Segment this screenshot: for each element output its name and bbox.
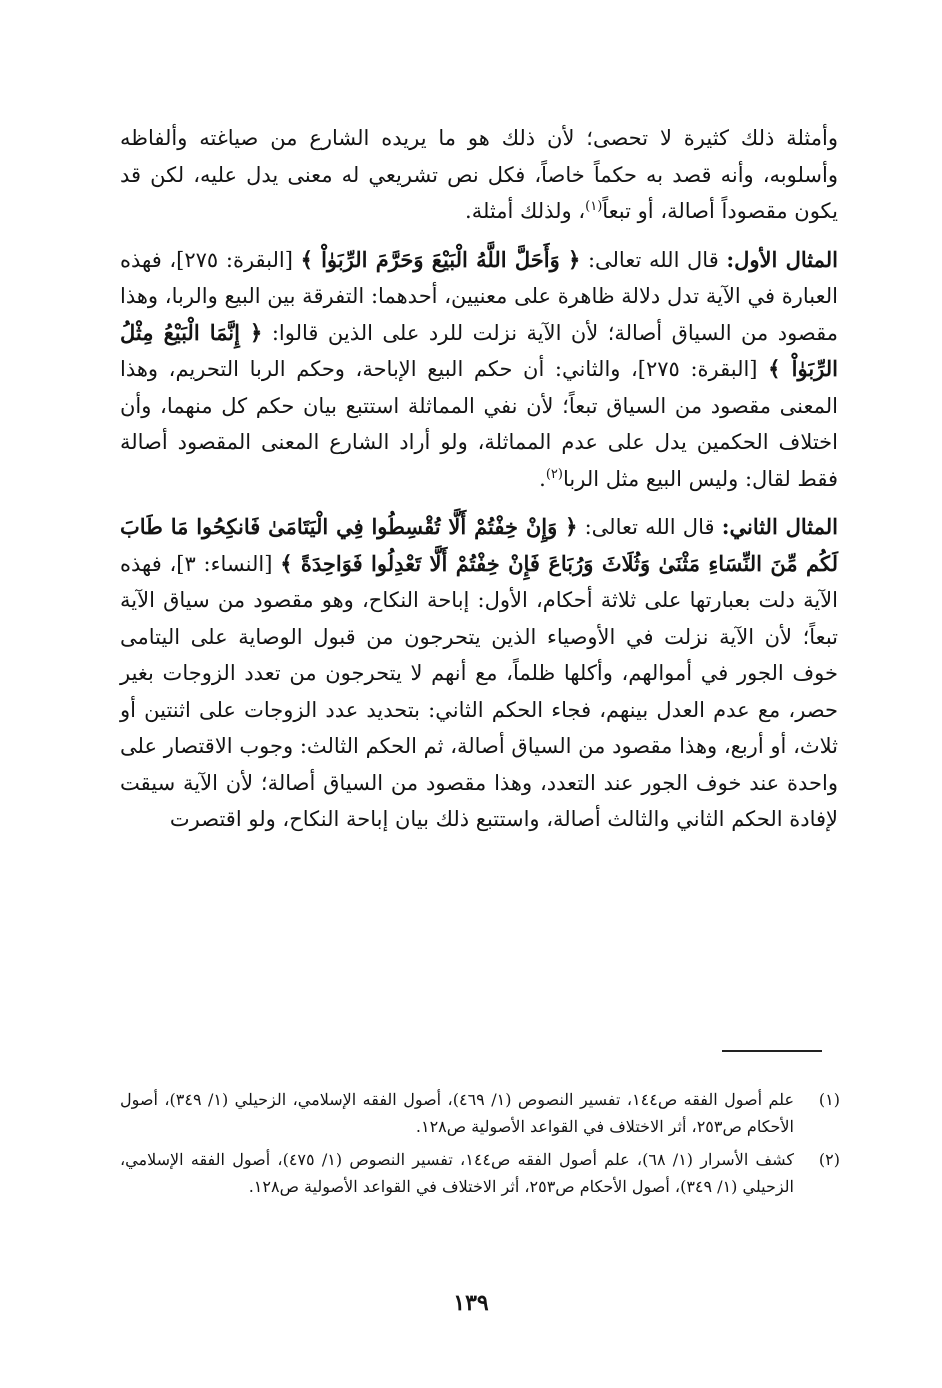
intro-text-end: ، ولذلك أمثلة. [465,199,586,223]
main-text [120,120,838,838]
example-1-heading: المثال الأول: [726,246,839,272]
quran-verse-1: ﴿ وَأَحَلَّ اللَّهُ الْبَيْعَ وَحَرَّمَ الرِّبَوٰاْ ﴾ [300,246,581,272]
page-number: ١٣٩ [453,1290,489,1316]
example-2-lead: قال الله تعالى: [577,515,722,539]
example-1-citation-text: [البقرة: ٢٧٥]، فهذه العبارة في الآية تدل دلالة ظاهرة على معنيين، أحدهما: التفرقة بين البيع والربا، وهذا مقصود من السياق أصالة؛ لأن الآية نزلت للرد على الذين قالوا: [120,247,839,345]
quran-verse-2: ﴿ إِنَّمَا الْبَيْعُ مِثْلُ الرِّبَوٰاْ ﴾ [120,319,838,381]
footnote-2-number: (٢) [818,1150,840,1169]
example-2-paragraph [120,509,838,838]
footnote-ref-1: (١) [585,199,603,214]
example-2-body: [النساء: ٣]، فهذه الآية دلت بعبارتها على ثلاثة أحكام، الأول: إباحة النكاح، وهو مقصود من سياق الآية تبعاً؛ لأن الآية نزلت في الأوصياء الذين يتحرجون من قبول الوصاية على اليتامى خوف الجور في أموالهم، وأكلها ظلماً، مع أنهم لا يتحرجون من تعدد الزوجات بغير حصر، مع عدم العدل بينهم، فجاء الحكم الثاني: بتحديد عدد الزوجات على اثنتين أو ثلاث، أو أربع، وهذا مقصود من السياق أصالة، ثم الحكم الثالث: وجوب الاقتصار على واحدة عند خوف الجور عند التعدد، وهذا مقصود من السياق أصالة؛ لأن الآية سيقت لإفادة الحكم الثاني والثالث أصالة، واستتبع ذلك بيان إباحة النكاح، ولو اقتصرت [120,551,838,831]
example-1-end: . [539,466,546,491]
footnotes [120,1086,840,1206]
intro-text: وأمثلة ذلك كثيرة لا تحصى؛ لأن ذلك هو ما يريده الشارع من صياغته وألفاظه وأسلوبه، وأنه قصد به حكماً خاصاً، فكل نص تشريعي له معنى يدل عليه، لكن قد يكون مقصوداً أصالة، أو تبعاً [120,126,838,223]
quran-verse-3: ﴿ وَإِنْ خِفْتُمْ أَلَّا تُقْسِطُوا فِي الْيَتَامَىٰ فَانكِحُوا مَا طَابَ لَكُم مِّنَ النِّسَاءِ مَثْنَىٰ وَثُلَاثَ وَرُبَاعَ فَإِنْ خِفْتُمْ أَلَّا تَعْدِلُوا فَوَاحِدَةً ﴾ [120,514,839,576]
footnote-ref-2: (٢) [545,466,563,482]
footnote-1 [120,1086,840,1140]
example-2-heading: المثال الثاني: [721,514,838,539]
footnote-separator [722,1050,822,1052]
footnote-2 [120,1146,840,1200]
footnote-1-number: (١) [818,1090,840,1109]
example-1-body: [البقرة: ٢٧٥]، والثاني: أن حكم البيع الإباحة، وحكم الربا التحريم، وهذا المعنى مقصود من السياق تبعاً؛ لأن نفي المماثلة استتبع بيان حكم كل منهما، وأن اختلاف الحكمين يدل على عدم المماثلة، ولو أراد الشارع المعنى المقصود أصالة فقط لقال: وليس البيع مثل الربا [120,357,838,491]
example-1-paragraph [120,242,838,498]
example-1-lead: قال الله تعالى: [580,247,727,272]
intro-paragraph [120,120,838,230]
footnote-1-text: علم أصول الفقه ص١٤٤، تفسير النصوص (١/ ٤٦٩)، أصول الفقه الإسلامي، الزحيلي (١/ ٣٤٩)، أصول الأحكام ص٢٥٣، أثر الاختلاف في القواعد الأصولية ص١٢٨. [120,1090,795,1136]
footnote-2-text: كشف الأسرار (١/ ٦٨)، علم أصول الفقه ص١٤٤، تفسير النصوص (١/ ٤٧٥)، أصول الفقه الإسلامي، الزحيلي (١/ ٣٤٩)، أصول الأحكام ص٢٥٣، أثر الاختلاف في القواعد الأصولية ص١٢٨. [120,1150,795,1196]
